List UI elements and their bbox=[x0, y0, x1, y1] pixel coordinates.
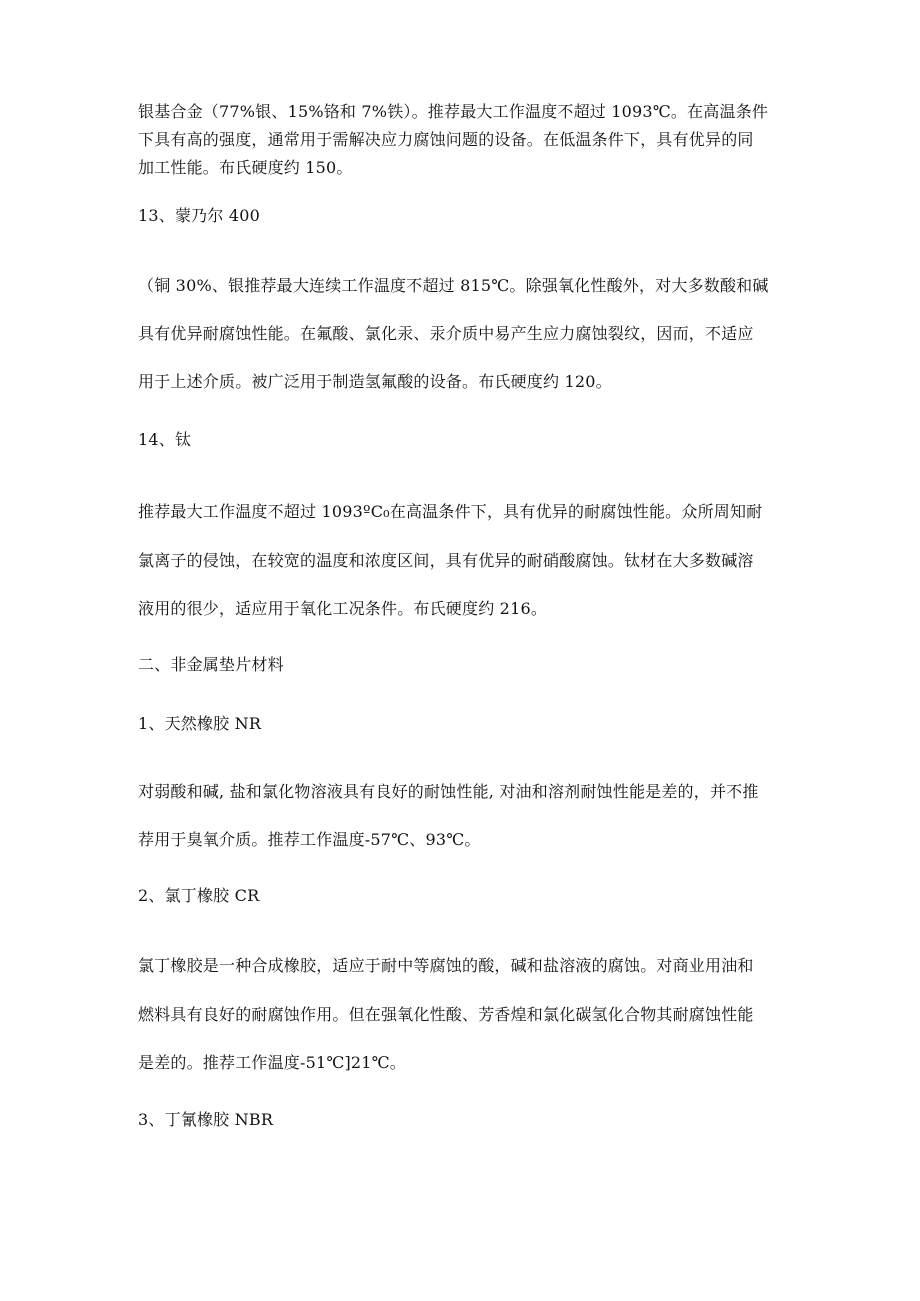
paragraph-line: 对弱酸和碱, 盐和氯化物溶液具有良好的耐蚀性能, 对油和溶剂耐蚀性能是差的，并不推 bbox=[138, 782, 759, 801]
section-heading-13: 13、蒙乃尔 400 bbox=[138, 206, 260, 225]
paragraph-line: （铜 30%、银推荐最大连续工作温度不超过 815℃。除强氧化性酸外，对大多数酸和碱 bbox=[138, 276, 769, 295]
paragraph-line: 氯丁橡胶是一种合成橡胶，适应于耐中等腐蚀的酸，碱和盐溶液的腐蚀。对商业用油和 bbox=[138, 956, 754, 975]
paragraph-line: 具有优异耐腐蚀性能。在氟酸、氯化汞、汞介质中易产生应力腐蚀裂纹，因而，不适应 bbox=[138, 324, 754, 343]
paragraph-line: 氯离子的侵蚀，在较宽的温度和浓度区间，具有优异的耐硝酸腐蚀。钛材在大多数碱溶 bbox=[138, 551, 754, 570]
paragraph-line: 用于上述介质。被广泛用于制造氢氟酸的设备。布氏硬度约 120。 bbox=[138, 372, 612, 391]
paragraph-line: 银基合金（77%银、15%铬和 7%铁）。推荐最大工作温度不超过 1093℃。在高温条件 bbox=[138, 102, 769, 121]
paragraph-line: 荐用于臭氧介质。推荐工作温度-57℃、93℃。 bbox=[138, 830, 481, 849]
paragraph-line: 加工性能。布氏硬度约 150。 bbox=[138, 158, 353, 177]
paragraph-line: 下具有高的强度，通常用于需解决应力腐蚀问题的设备。在低温条件下，具有优异的同 bbox=[138, 130, 754, 149]
section-heading-14: 14、钛 bbox=[138, 430, 192, 449]
paragraph-line: 液用的很少，适应用于氧化工况条件。布氏硬度约 216。 bbox=[138, 599, 548, 618]
subsection-heading-nbr: 3、丁氰橡胶 NBR bbox=[138, 1110, 274, 1129]
paragraph-line: 是差的。推荐工作温度-51℃]21℃。 bbox=[138, 1053, 406, 1072]
subsection-heading-cr: 2、氯丁橡胶 CR bbox=[138, 886, 260, 905]
subsection-heading-nr: 1、天然橡胶 NR bbox=[138, 714, 262, 733]
paragraph-line: 推荐最大工作温度不超过 1093ºC₀在高温条件下，具有优异的耐腐蚀性能。众所周知耐 bbox=[138, 502, 763, 521]
section-heading-nonmetal: 二、非金属垫片材料 bbox=[138, 655, 284, 674]
paragraph-line: 燃料具有良好的耐腐蚀作用。但在强氧化性酸、芳香煌和氯化碳氢化合物其耐腐蚀性能 bbox=[138, 1005, 754, 1024]
